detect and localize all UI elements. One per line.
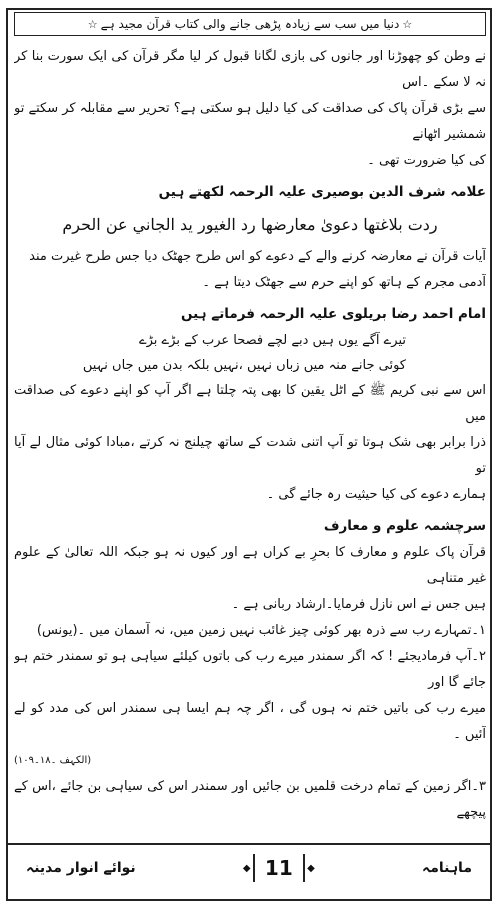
paragraph-line: ہمارے دعوے کی کیا حیثیت رہ جائے گی ۔: [266, 487, 486, 502]
poem-line: تیرے آگے یوں ہیں دبے لچے فصحا عرب کے بڑے بڑے: [138, 333, 406, 348]
page-header: [14, 12, 486, 36]
paragraph-line: کی کیا ضرورت تھی ۔: [367, 153, 486, 168]
page-number: ◆ 11 ◆: [253, 854, 305, 882]
header-text: دنیا میں سب سے زیادہ پڑھی جانے والی کتاب قرآن مجید ہے: [100, 17, 400, 31]
section-heading: امام احمد رضا بریلوی علیہ الرحمہ فرماتے ہیں: [181, 306, 486, 322]
paragraph-line: ہیں جس نے اس نازل فرمایا۔ارشاد ربانی ہے ۔: [231, 597, 486, 612]
list-item: ۲۔آپ فرمادیجئے ! کہ اگر سمندر میرے رب کی باتوں کیلئے سیاہی ہو تو سمندر ختم ہو جائے گا اور: [14, 649, 486, 690]
magazine-name: نوائے انوار مدینہ: [26, 860, 136, 876]
star-icon: ☆: [402, 17, 413, 31]
publication-type: ماہنامہ: [422, 860, 472, 876]
page-footer: [6, 843, 492, 891]
paragraph-line: آیات قرآن نے معارضہ کرنے والے کے دعوے کو اس طرح جھٹک دیا جس طرح غیرت مند: [29, 249, 486, 264]
paragraph-line: نے وطن کو چھوڑنا اور جانوں کی بازی لگانا قبول کر لیا مگر قرآن کی ایک سورت بنا کر نہ لا سکے ۔اس: [14, 49, 486, 90]
article-body: [14, 44, 486, 839]
star-icon: ☆: [87, 17, 98, 31]
paragraph-line: سے بڑی قرآن پاک کی صداقت کی کیا دلیل ہو سکتی ہے؟ تحریر سے مقابلہ کر سکتے تو شمشیر اٹھانے: [14, 101, 486, 142]
section-heading: سرچشمہ علوم و معارف: [323, 518, 486, 534]
list-item: ۳۔اگر زمین کے تمام درخت قلمیں بن جائیں اور سمندر اس کی سیاہی بن جائے ،اس کے پیچھے: [14, 779, 486, 820]
poem-line: کوئی جانے منہ میں زباں نہیں ،نہیں بلکہ بدن میں جاں نہیں: [82, 358, 406, 373]
list-item: ۱۔تمہارے رب سے ذرہ بھر کوئی چیز غائب نہیں زمین میں، نہ آسمان میں ۔(یونس): [36, 623, 486, 638]
paragraph-line: اس سے نبی کریم ﷺ کے اٹل یقین کا بھی پتہ چلتا ہے اگر آپ کو اپنے دعوے کی صداقت میں: [14, 383, 486, 424]
list-item: میرے رب کی باتیں ختم نہ ہوں گی ، اگر چہ ہم ایسا ہی سمندر اس کی مدد کو لے آئیں ۔: [14, 701, 486, 742]
paragraph-line: قرآن پاک علوم و معارف کا بحرِ بے کراں ہے اور کیوں نہ ہو جبکہ اللہ تعالیٰ کے علوم غیر متناہی: [14, 545, 486, 586]
verse-reference: (الکہف ۔۱۸۔۱۰۹): [14, 755, 92, 766]
arabic-verse: ردت بلاغتها دعوىٰ معارضها رد الغيور يد الجاني عن الحرم: [62, 215, 438, 234]
paragraph-line: آدمی مجرم کے ہاتھ کو اپنے حرم سے جھٹک دیتا ہے ۔: [202, 275, 486, 290]
paragraph-line: ذرا برابر بھی شک ہوتا تو آپ اتنی شدت کے ساتھ چیلنج نہ کرتے ،مبادا کوئی مثال لے آیا تو: [14, 435, 486, 476]
section-heading: علامہ شرف الدین بوصیری علیہ الرحمہ لکھتے ہیں: [158, 184, 486, 200]
